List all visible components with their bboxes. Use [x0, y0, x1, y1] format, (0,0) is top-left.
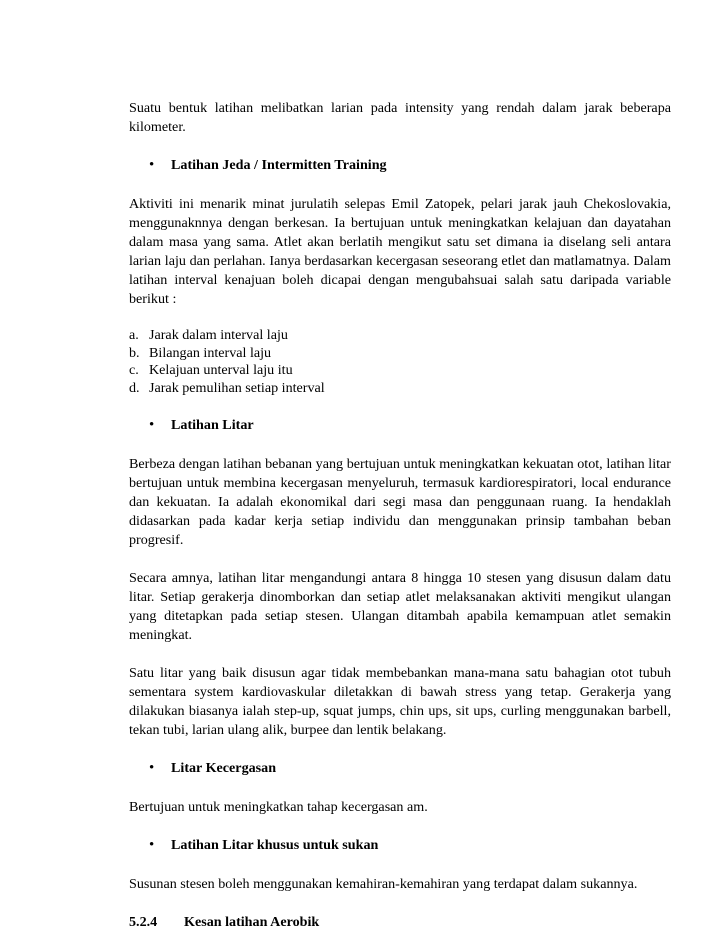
sukan-paragraph: Susunan stesen boleh menggunakan kemahiran-kemahiran yang terdapat dalam sukannya. — [129, 876, 638, 892]
intro-paragraph: Suatu bentuk latihan melibatkan larian pada intensity yang rendah dalam jarak beberapa kilometer. — [129, 100, 671, 135]
jeda-paragraph: Aktiviti ini menarik minat jurulatih selepas Emil Zatopek, pelari jarak jauh Chekoslovakia, menggunaknnya dengan berkesan. Ia bertujuan untuk meningkatkan kelajuan dan dayatahan dalam masa yang sama. Atlet akan berlatih mengikut satu set dimana ia diselang seli antara larian laju dan perlahan. Ianya berdasarkan kecergasan seseorang etlet dan matlamatnya. Dalam latihan interval kenajuan boleh dicapai dengan mengubahsuai salah satu daripada variable berikut : — [129, 196, 671, 307]
heading-text: Latihan Litar khusus untuk sukan — [171, 837, 379, 853]
heading-text: Litar Kecergasan — [171, 760, 277, 776]
section-number: 5.2.4 — [129, 914, 158, 930]
bullet-heading-kecergasan — [129, 759, 671, 778]
section-heading — [129, 913, 671, 932]
list-item: c. Kelajuan unterval laju itu — [129, 362, 293, 378]
bullet-icon: • — [149, 760, 155, 776]
bullet-heading-sukan — [129, 836, 671, 855]
heading-text: Latihan Litar — [171, 417, 254, 433]
bullet-icon: • — [149, 157, 155, 173]
bullet-icon: • — [149, 837, 155, 853]
bullet-icon: • — [149, 417, 155, 433]
litar-paragraph-3: Satu litar yang baik disusun agar tidak membebankan mana-mana satu bahagian otot tubuh sementara system kardiovaskular diletakkan di bawah stress yang tetap. Gerakerja yang dilakukan biasanya ialah step-up, squat jumps, chin ups, sit ups, curling menggunakan barbell, tekan tubi, larian ulang alik, burpee dan lentik belakang. — [129, 665, 671, 738]
litar-paragraph-2: Secara amnya, latihan litar mengandungi antara 8 hingga 10 stesen yang disusun dalam datu litar. Setiap gerakerja dinomborkan dan setiap atlet melaksanakan aktiviti mengikut ulangan yang ditetapkan pada setiap stesen. Ulangan ditambah apabila kemampuan atlet semakin meningkat. — [129, 570, 671, 643]
section-title: Kesan latihan Aerobik — [184, 914, 320, 930]
list-item: d. Jarak pemulihan setiap interval — [129, 379, 325, 396]
document-page — [129, 99, 671, 932]
list-item: a. Jarak dalam interval laju — [129, 327, 288, 343]
bullet-heading-jeda — [129, 156, 671, 175]
list-item: b. Bilangan interval laju — [129, 344, 272, 361]
variable-list — [129, 327, 671, 397]
litar-paragraph-1: Berbeza dengan latihan bebanan yang bertujuan untuk meningkatkan kekuatan otot, latihan litar bertujuan untuk membina kecergasan menyeluruh, termasuk kardiorespiratori, local endurance dan kekuatan. Ia adalah ekonomikal dari segi masa dan penggunaan ruang. Ia hendaklah didasarkan pada kadar kerja setiap individu dan menggunakan prinsip tambahan beban progresif. — [129, 456, 671, 548]
heading-text: Latihan Jeda / Intermitten Training — [171, 157, 387, 173]
bullet-heading-litar — [129, 416, 671, 435]
kecergasan-paragraph: Bertujuan untuk meningkatkan tahap kecergasan am. — [129, 799, 428, 815]
